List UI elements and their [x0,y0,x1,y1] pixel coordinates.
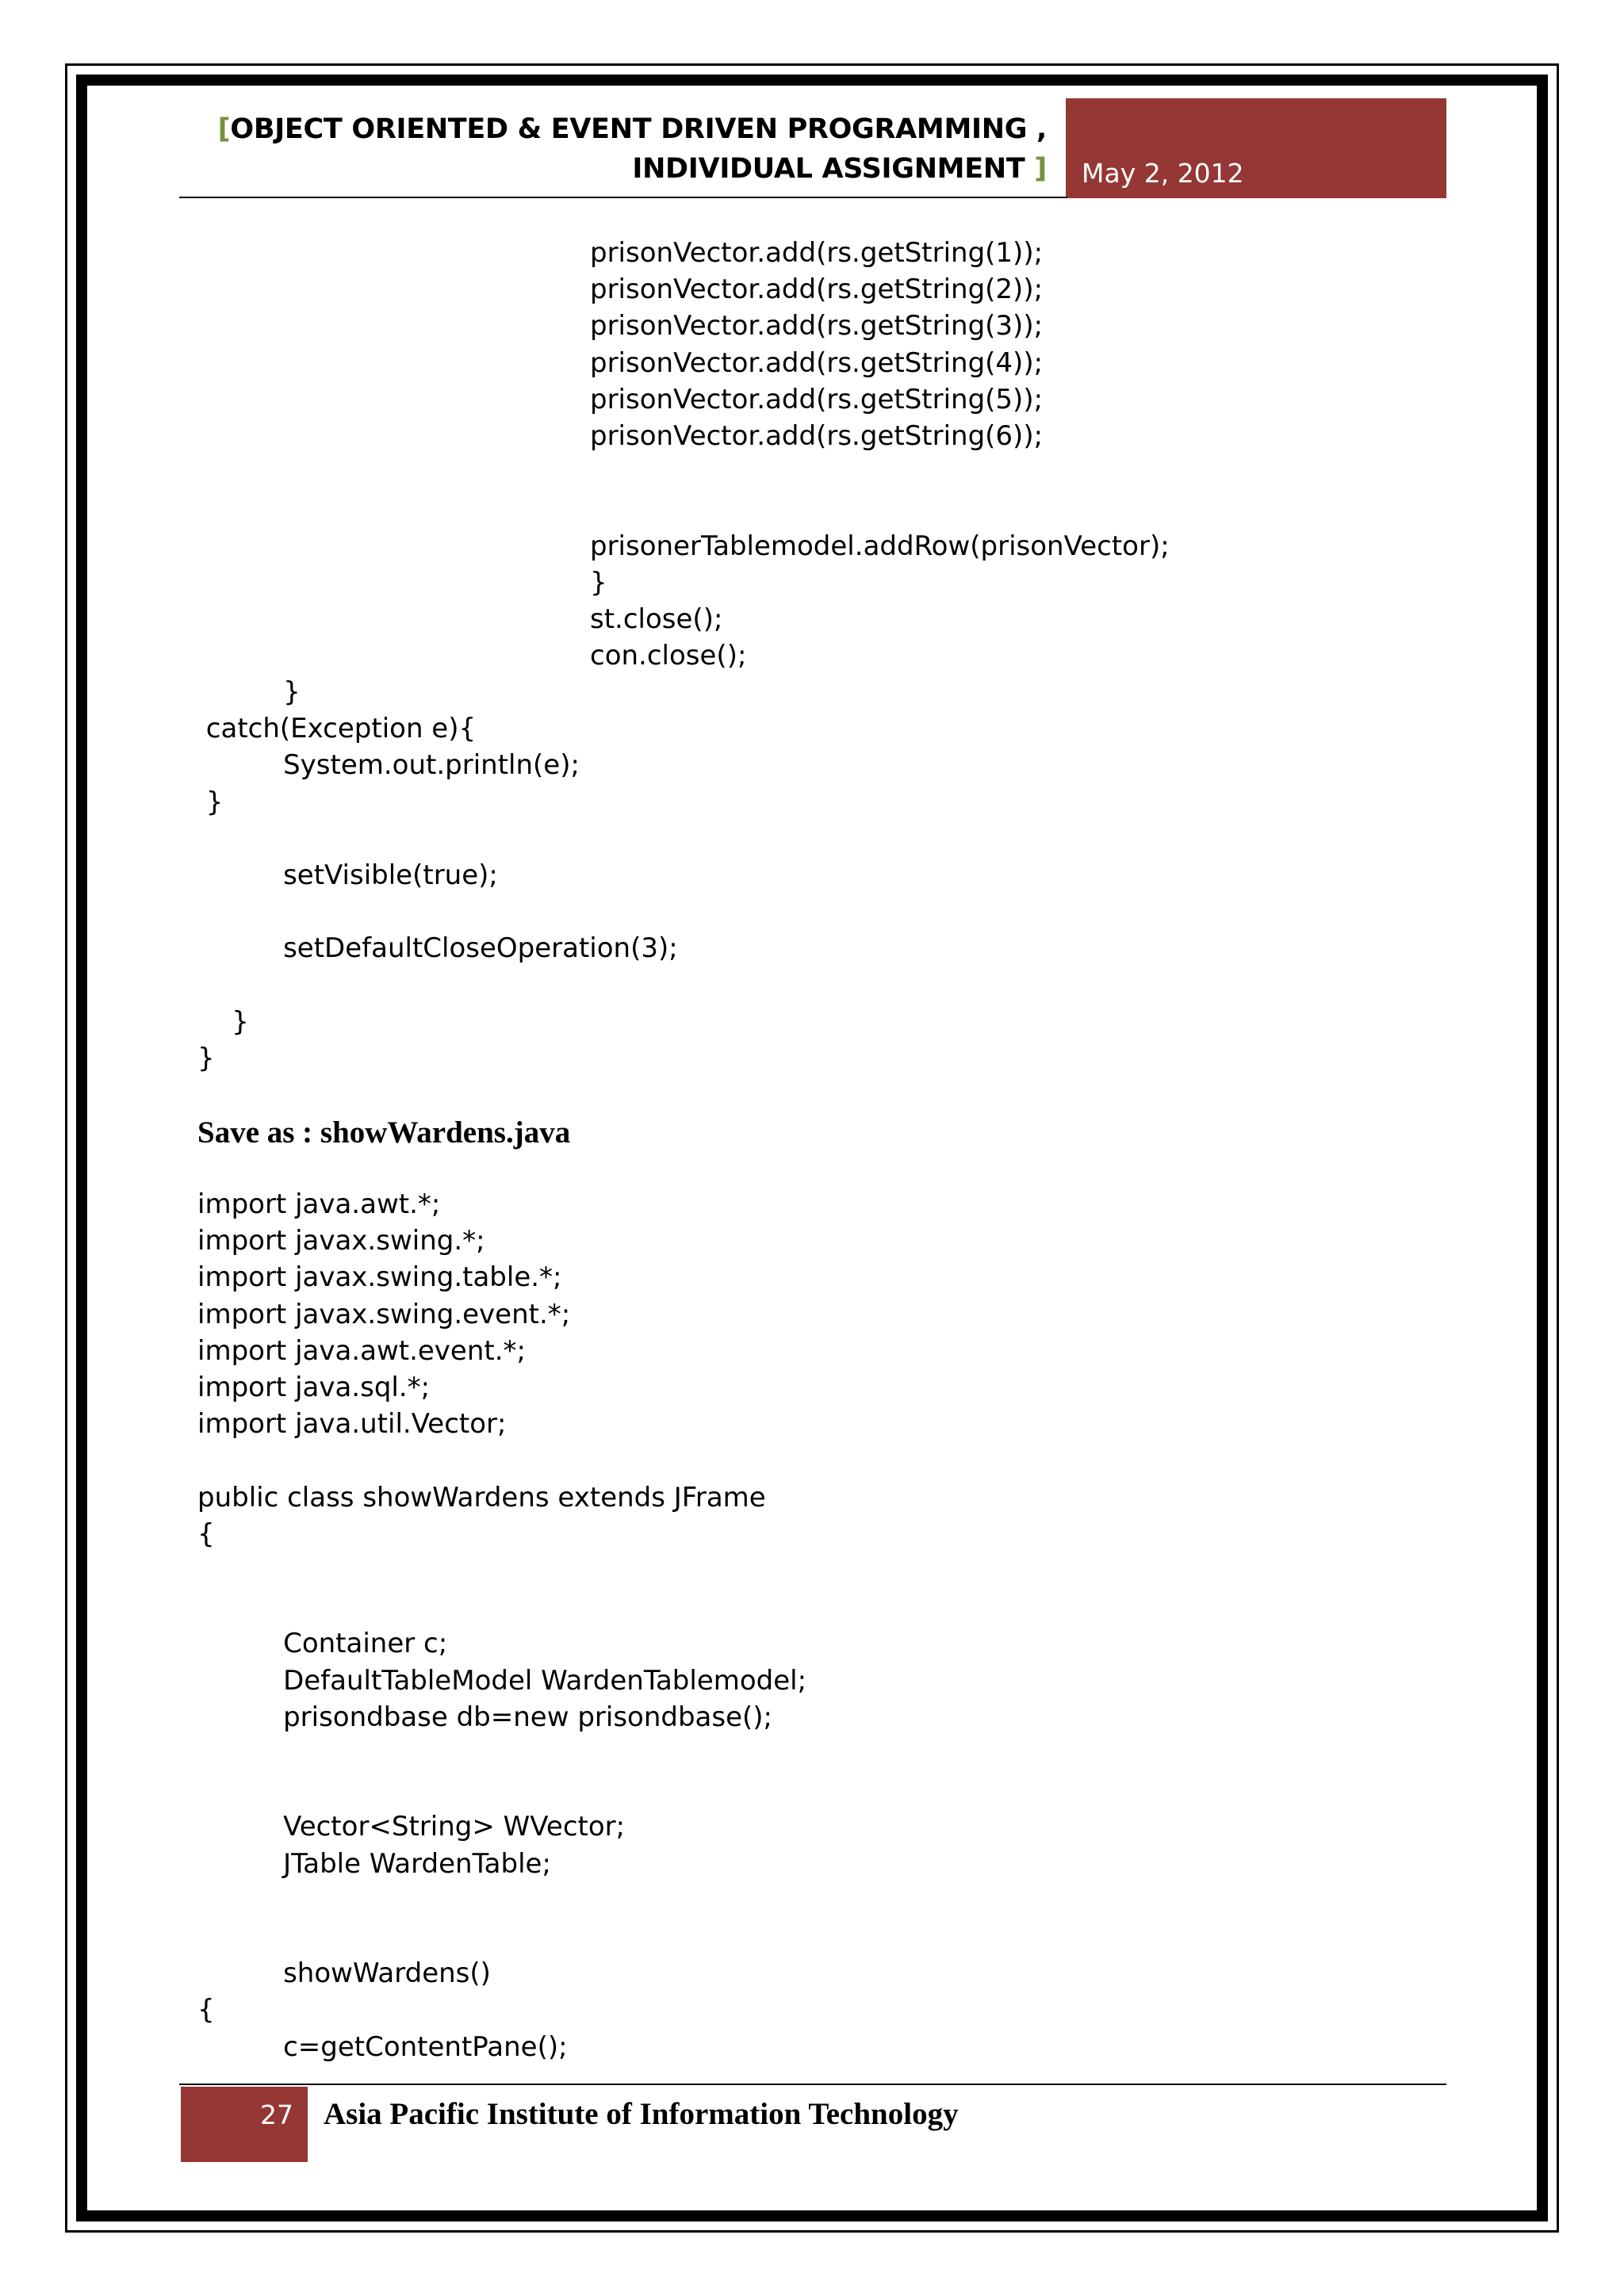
header-title-line1-text: OBJECT ORIENTED & EVENT DRIVEN PROGRAMMING , [230,113,1047,145]
header-title-line-1 [218,109,1047,149]
header-date: May 2, 2012 [1082,158,1244,189]
code-block-middle: } catch(Exception e){ System.out.println(e); } setVisible(true); setDefaultCloseOperation(3); } } [197,676,678,1075]
header-rule [179,197,1067,198]
page-number: 27 [260,2099,293,2130]
code-block-bottom: import java.awt.*; import javax.swing.*; import javax.swing.table.*; import javax.swing.event.*; import java.awt.event.*; import java.sql.*; import java.util.Vector; public class showWardens extends JFrame { Container c; DefaultTableModel WardenTablemodel; prisondbase db=new prisondbase(); Vector<String> WVector; JTable WardenTable; showWardens() { c=getContentPane(); [197,1188,807,2063]
header-title [218,109,1047,189]
footer-institution: Asia Pacific Institute of Information Technology [324,2097,959,2131]
header-date-box [1066,98,1446,198]
footer-rule [179,2084,1446,2085]
header-open-bracket: [ [217,113,231,145]
header-title-line-2 [218,149,1047,189]
section-title: Save as : showWardens.java [197,1115,571,1150]
footer-page-box [181,2087,308,2162]
header-title-line2-text: INDIVIDUAL ASSIGNMENT [632,153,1025,185]
code-block-top: prisonVector.add(rs.getString(1)); prisonVector.add(rs.getString(2)); prisonVector.add(rs.getString(3)); prisonVector.add(rs.getString(4)); prisonVector.add(rs.getString(5)); prisonVector.add(rs.getString(6)); prisonerTablemodel.addRow(prisonVector); } st.close(); con.close(); [590,237,1170,672]
header-close-bracket: ] [1034,153,1047,185]
